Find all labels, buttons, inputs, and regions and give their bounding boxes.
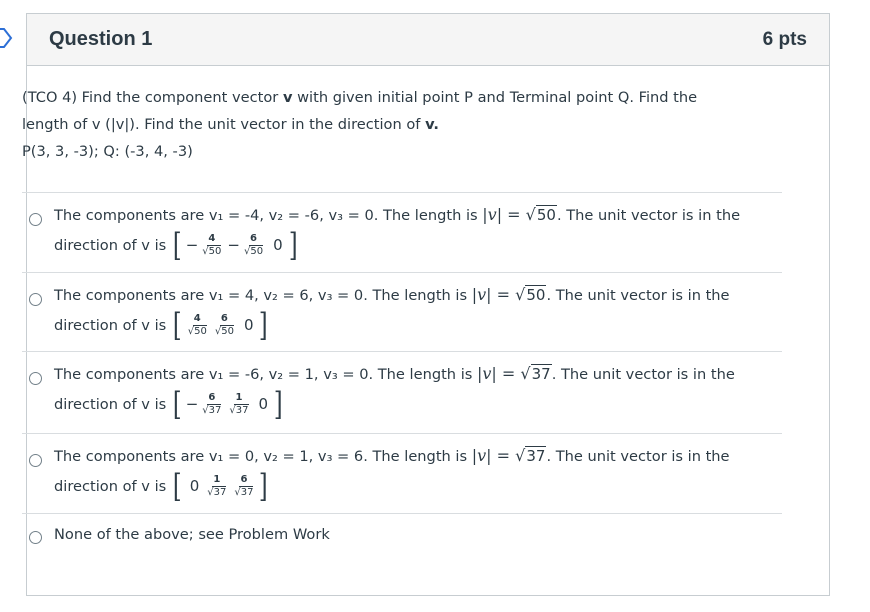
answer-direction: direction of v is [54, 236, 167, 254]
radicand: 37 [213, 486, 227, 498]
unit-vector [171, 386, 284, 422]
sqrt-symbol: √ [234, 486, 241, 498]
answer-direction: direction of v is [54, 316, 167, 334]
unit-vector [171, 468, 270, 504]
numerator: 1 [213, 473, 221, 485]
sqrt-symbol: √ [207, 486, 214, 498]
denominator [188, 326, 207, 338]
denominator [229, 405, 248, 417]
left-bracket: [ [173, 306, 182, 344]
fraction [202, 392, 221, 417]
sqrt-symbol: √ [229, 404, 236, 416]
answer-line [54, 364, 735, 383]
question-title: Question 1 [49, 28, 153, 50]
minus-sign: − [185, 236, 199, 254]
denominator [234, 487, 253, 499]
numerator: 6 [220, 312, 228, 324]
left-bracket: [ [173, 226, 182, 264]
minus-sign: − [185, 395, 199, 413]
sqrt-expression [520, 364, 551, 383]
sqrt-symbol: √ [515, 446, 526, 465]
radicand: 37 [235, 404, 249, 416]
answer-direction: direction of v is [54, 395, 167, 413]
numerator: 1 [235, 391, 243, 403]
answer-none: None of the above; see Problem Work [54, 526, 330, 543]
denominator [215, 326, 234, 338]
answer-tail: . The unit vector is in the [546, 448, 730, 465]
sqrt-symbol: √ [187, 325, 195, 337]
answer-option[interactable] [22, 351, 782, 433]
sqrt-symbol: √ [525, 205, 536, 224]
radicand: 37 [208, 404, 222, 416]
question-text-bold: v [282, 89, 293, 106]
question-points: 6 pts [762, 28, 807, 50]
answer-list [22, 192, 782, 573]
question-flag-icon[interactable] [0, 26, 14, 50]
right-bracket: ] [288, 226, 298, 264]
radicand: 50 [536, 206, 556, 224]
radicand: 50 [194, 325, 207, 337]
sqrt-symbol: √ [243, 245, 251, 257]
vector-component: 0 [189, 477, 200, 495]
radicand: 50 [221, 325, 234, 337]
vector-component: 0 [258, 395, 269, 413]
unit-vector [171, 307, 270, 343]
answer-tail: . The unit vector is in the [546, 287, 730, 304]
answer-tail: . The unit vector is in the [556, 207, 741, 224]
sqrt-expression [515, 285, 546, 304]
answer-radio[interactable] [29, 293, 42, 306]
answer-line [54, 227, 299, 263]
length-lhs: |v| = [471, 285, 516, 304]
question-text-part: with given initial point P and Terminal point Q. Find the [292, 89, 698, 106]
sqrt-symbol: √ [202, 404, 209, 416]
denominator [202, 246, 221, 258]
fraction [234, 474, 253, 499]
radicand: 37 [526, 447, 546, 465]
numerator: 4 [208, 232, 216, 244]
question-points-given: P(3, 3, -3); Q: (-3, 4, -3) [22, 143, 193, 160]
answer-line [54, 285, 730, 304]
minus-sign: − [227, 236, 240, 254]
unit-vector [171, 227, 299, 263]
sqrt-symbol: √ [214, 325, 222, 337]
answer-line [54, 468, 270, 504]
answer-line [54, 205, 740, 224]
radicand: 37 [531, 365, 551, 383]
question-text-part: length of v (|v|). Find the unit vector in the direction of [22, 116, 426, 133]
right-bracket: ] [259, 467, 269, 505]
numerator: 4 [193, 312, 201, 324]
vector-component: 0 [273, 236, 283, 254]
answer-components: The components are v₁ = -4, v₂ = -6, v₃ = 0. The length is [54, 207, 483, 224]
length-lhs: |v| = [477, 364, 521, 383]
sqrt-symbol: √ [515, 285, 526, 304]
answer-radio[interactable] [29, 213, 42, 226]
numerator: 6 [208, 391, 216, 403]
answer-line [54, 446, 730, 465]
question-text-part: (TCO 4) Find the component vector [22, 89, 283, 106]
denominator [244, 246, 263, 258]
fraction [244, 233, 263, 258]
answer-radio[interactable] [29, 531, 42, 544]
answer-line [54, 526, 330, 543]
answer-option[interactable] [22, 192, 782, 272]
answer-tail: . The unit vector is in the [551, 366, 735, 383]
answer-direction: direction of v is [54, 477, 167, 495]
question-header [27, 14, 829, 66]
answer-option[interactable] [22, 513, 782, 573]
answer-line [54, 386, 285, 422]
sqrt-symbol: √ [202, 245, 209, 257]
radicand: 37 [240, 486, 254, 498]
sqrt-expression [526, 205, 557, 224]
fraction [202, 233, 221, 258]
fraction [188, 313, 207, 338]
question-text [22, 84, 782, 165]
answer-components: The components are v₁ = 0, v₂ = 1, v₃ = 6. The length is [54, 448, 472, 465]
denominator [202, 405, 221, 417]
answer-option[interactable] [22, 433, 782, 513]
length-lhs: |v| = [471, 446, 516, 465]
radicand: 50 [208, 245, 222, 257]
radicand: 50 [526, 286, 546, 304]
right-bracket: ] [259, 306, 269, 344]
sqrt-expression [515, 446, 546, 465]
answer-option[interactable] [22, 272, 782, 351]
answer-components: The components are v₁ = 4, v₂ = 6, v₃ = 0. The length is [54, 287, 472, 304]
fraction [215, 313, 234, 338]
right-bracket: ] [273, 385, 283, 423]
vector-component: 0 [243, 316, 254, 334]
answer-radio[interactable] [29, 372, 42, 385]
answer-radio[interactable] [29, 454, 42, 467]
answer-line [54, 307, 270, 343]
left-bracket: [ [173, 385, 182, 423]
sqrt-symbol: √ [520, 364, 531, 383]
fraction [207, 474, 226, 499]
length-lhs: |v| = [482, 205, 526, 224]
question-text-bold: v. [425, 116, 439, 133]
radicand: 50 [250, 245, 264, 257]
fraction [229, 392, 248, 417]
answer-components: The components are v₁ = -6, v₂ = 1, v₃ = 0. The length is [54, 366, 477, 383]
left-bracket: [ [173, 467, 182, 505]
numerator: 6 [250, 232, 258, 244]
numerator: 6 [240, 473, 248, 485]
denominator [207, 487, 226, 499]
